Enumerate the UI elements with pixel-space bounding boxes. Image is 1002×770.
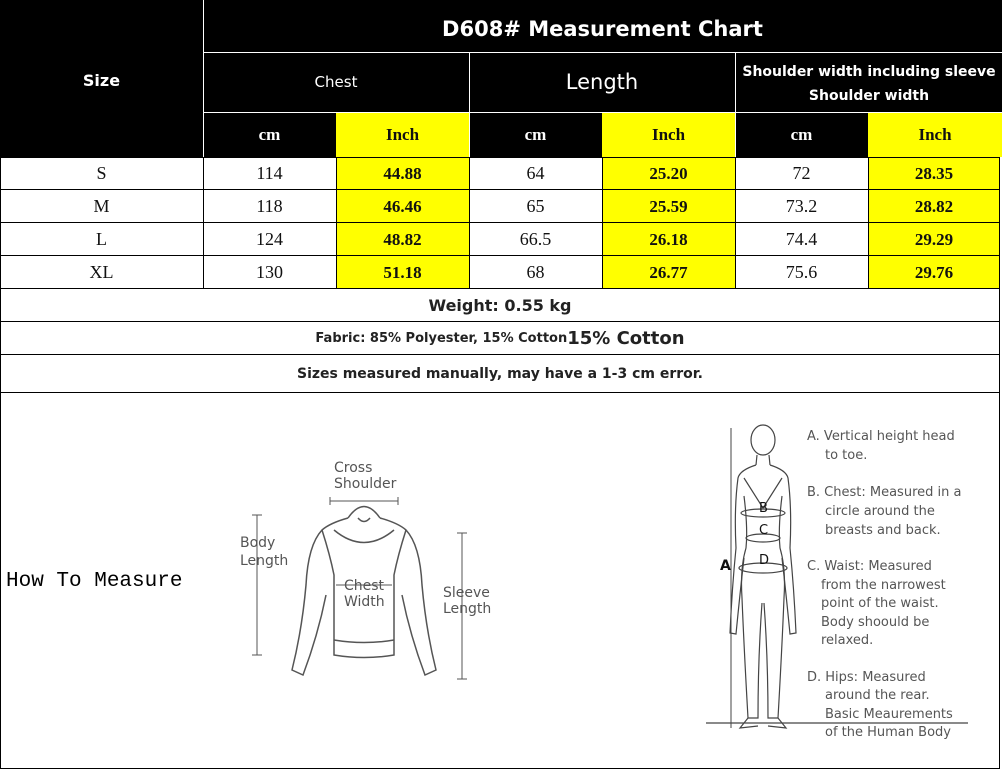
- table-cell-length-in: [602, 223, 735, 256]
- note-c5: relaxed.: [821, 633, 874, 648]
- weight-text: Weight: 0.55 kg: [428, 295, 572, 315]
- chest-cm-label: cm: [258, 125, 281, 144]
- note-d4: of the Human Body: [825, 725, 951, 740]
- table-cell-length-in: [602, 256, 735, 289]
- table-cell-shoulder-cm: [735, 223, 868, 256]
- body-label-b: B: [759, 501, 768, 516]
- length-cm-header: [469, 113, 602, 157]
- table-cell-size: [0, 223, 203, 256]
- chest-inch-label: Inch: [385, 125, 420, 144]
- row-divider: [0, 255, 1000, 256]
- sweater-diagram: [230, 455, 510, 705]
- fabric-large: 15% Cotton: [567, 327, 685, 349]
- shoulder-inch-header: [868, 113, 1002, 157]
- cell-value: 118: [256, 196, 283, 216]
- note-b2: circle around the: [825, 504, 935, 519]
- note-a1: A. Vertical height head: [807, 429, 955, 444]
- column-divider: [336, 157, 337, 289]
- cell-value: 75.6: [785, 262, 818, 282]
- table-cell-length-cm: [469, 157, 602, 190]
- header-divider: [203, 52, 1002, 53]
- body-label-a: A: [720, 558, 731, 574]
- table-cell-length-cm: [469, 223, 602, 256]
- note-a2: to toe.: [825, 448, 868, 463]
- length-inch-header: [602, 113, 735, 157]
- note-d3: Basic Meaurements: [825, 707, 953, 722]
- fabric-text: [0, 322, 1000, 354]
- cell-value: 29.76: [914, 262, 954, 282]
- note-b1: B. Chest: Measured in a: [807, 485, 962, 500]
- table-cell-shoulder-in: [868, 190, 1000, 223]
- cell-value: 66.5: [519, 229, 552, 249]
- row-divider: [0, 222, 1000, 223]
- body-label-d: D: [759, 553, 770, 568]
- sweater-label-sleeve: Sleeve: [443, 585, 490, 601]
- cell-value: S: [96, 163, 107, 183]
- cell-value: 26.77: [649, 262, 688, 282]
- shoulder-inch-label: Inch: [918, 125, 952, 144]
- note-c2: from the narrowest: [821, 578, 946, 593]
- table-cell-chest-cm: [203, 223, 336, 256]
- table-border: [0, 392, 1000, 393]
- chest-header: Chest: [314, 73, 358, 91]
- table-cell-chest-cm: [203, 190, 336, 223]
- note-b3: breasts and back.: [825, 523, 941, 538]
- table-border: [0, 157, 1, 769]
- table-cell-chest-cm: [203, 256, 336, 289]
- table-cell-length-in: [602, 190, 735, 223]
- cell-value: 68: [526, 262, 545, 282]
- body-label-c: C: [759, 523, 769, 538]
- how-to-measure-title: How To Measure: [6, 570, 183, 593]
- chest-cm-header: [203, 113, 336, 157]
- cell-value: L: [96, 229, 107, 249]
- table-cell-length-cm: [469, 190, 602, 223]
- length-inch-label: Inch: [651, 125, 686, 144]
- table-cell-shoulder-cm: [735, 157, 868, 190]
- table-cell-size: [0, 190, 203, 223]
- length-cm-label: cm: [524, 125, 547, 144]
- column-divider: [868, 157, 869, 289]
- column-divider: [203, 157, 204, 289]
- note-d2: around the rear.: [825, 688, 930, 703]
- table-cell-chest-cm: [203, 157, 336, 190]
- sweater-label-body: Body: [240, 535, 276, 551]
- cell-value: 124: [256, 229, 283, 249]
- cell-value: 48.82: [383, 229, 422, 249]
- column-divider: [469, 157, 470, 289]
- cell-value: 130: [256, 262, 283, 282]
- length-header: Length: [565, 70, 639, 94]
- table-cell-chest-in: [336, 190, 469, 223]
- table-cell-shoulder-in: [868, 256, 1000, 289]
- sweater-label-body-length: Length: [240, 553, 289, 569]
- table-cell-chest-in: [336, 157, 469, 190]
- error-note: Sizes measured manually, may have a 1-3 cm error.: [296, 366, 703, 382]
- row-divider: [0, 189, 1000, 190]
- cell-value: 114: [256, 163, 283, 183]
- note-d1: D. Hips: Measured: [807, 670, 926, 685]
- table-cell-chest-in: [336, 256, 469, 289]
- page-title: D608# Measurement Chart: [442, 17, 763, 41]
- sweater-label-sleeve-length: Length: [443, 601, 492, 617]
- table-cell-shoulder-cm: [735, 256, 868, 289]
- table-border: [0, 354, 1000, 355]
- cell-value: 72: [792, 163, 811, 183]
- sweater-label-cross: Cross: [334, 460, 373, 476]
- sweater-label-width: Width: [344, 594, 385, 610]
- header-divider: [203, 112, 1002, 113]
- cell-value: 74.4: [785, 229, 818, 249]
- table-cell-size: [0, 157, 203, 190]
- cell-value: 25.20: [649, 163, 688, 183]
- table-cell-length-cm: [469, 256, 602, 289]
- cell-value: 44.88: [383, 163, 422, 183]
- cell-value: XL: [89, 262, 114, 282]
- table-cell-chest-in: [336, 223, 469, 256]
- shoulder-cm-label: cm: [790, 125, 813, 144]
- note-c3: point of the waist.: [821, 596, 939, 611]
- table-cell-size: [0, 256, 203, 289]
- body-diagram: [700, 418, 1000, 748]
- chest-inch-header: [336, 113, 469, 157]
- table-cell-shoulder-in: [868, 223, 1000, 256]
- shoulder-header: [736, 60, 1002, 108]
- shoulder-header-line1: Shoulder width including sleeve: [742, 64, 996, 80]
- cell-value: M: [93, 196, 110, 216]
- cell-value: 64: [526, 163, 545, 183]
- column-divider: [735, 157, 736, 289]
- fabric-small: Fabric: 85% Polyester, 15% Cotton: [315, 330, 568, 346]
- table-cell-shoulder-cm: [735, 190, 868, 223]
- cell-value: 65: [526, 196, 545, 216]
- cell-value: 51.18: [383, 262, 422, 282]
- cell-value: 29.29: [914, 229, 954, 249]
- column-divider: [602, 157, 603, 289]
- note-c4: Body shoould be: [821, 615, 930, 630]
- size-header: Size: [82, 70, 121, 90]
- shoulder-cm-header: [735, 113, 868, 157]
- table-cell-length-in: [602, 157, 735, 190]
- cell-value: 46.46: [383, 196, 422, 216]
- cell-value: 28.35: [914, 163, 954, 183]
- shoulder-header-line2: Shoulder width: [808, 88, 930, 104]
- cell-value: 28.82: [914, 196, 954, 216]
- cell-value: 26.18: [649, 229, 688, 249]
- cell-value: 25.59: [649, 196, 688, 216]
- sweater-label-shoulder: Shoulder: [334, 476, 397, 492]
- table-cell-shoulder-in: [868, 157, 1000, 190]
- table-border: [0, 768, 1000, 769]
- sweater-label-chest: Chest: [344, 578, 385, 594]
- cell-value: 73.2: [785, 196, 818, 216]
- note-c1: C. Waist: Measured: [807, 559, 932, 574]
- row-divider: [0, 157, 1000, 158]
